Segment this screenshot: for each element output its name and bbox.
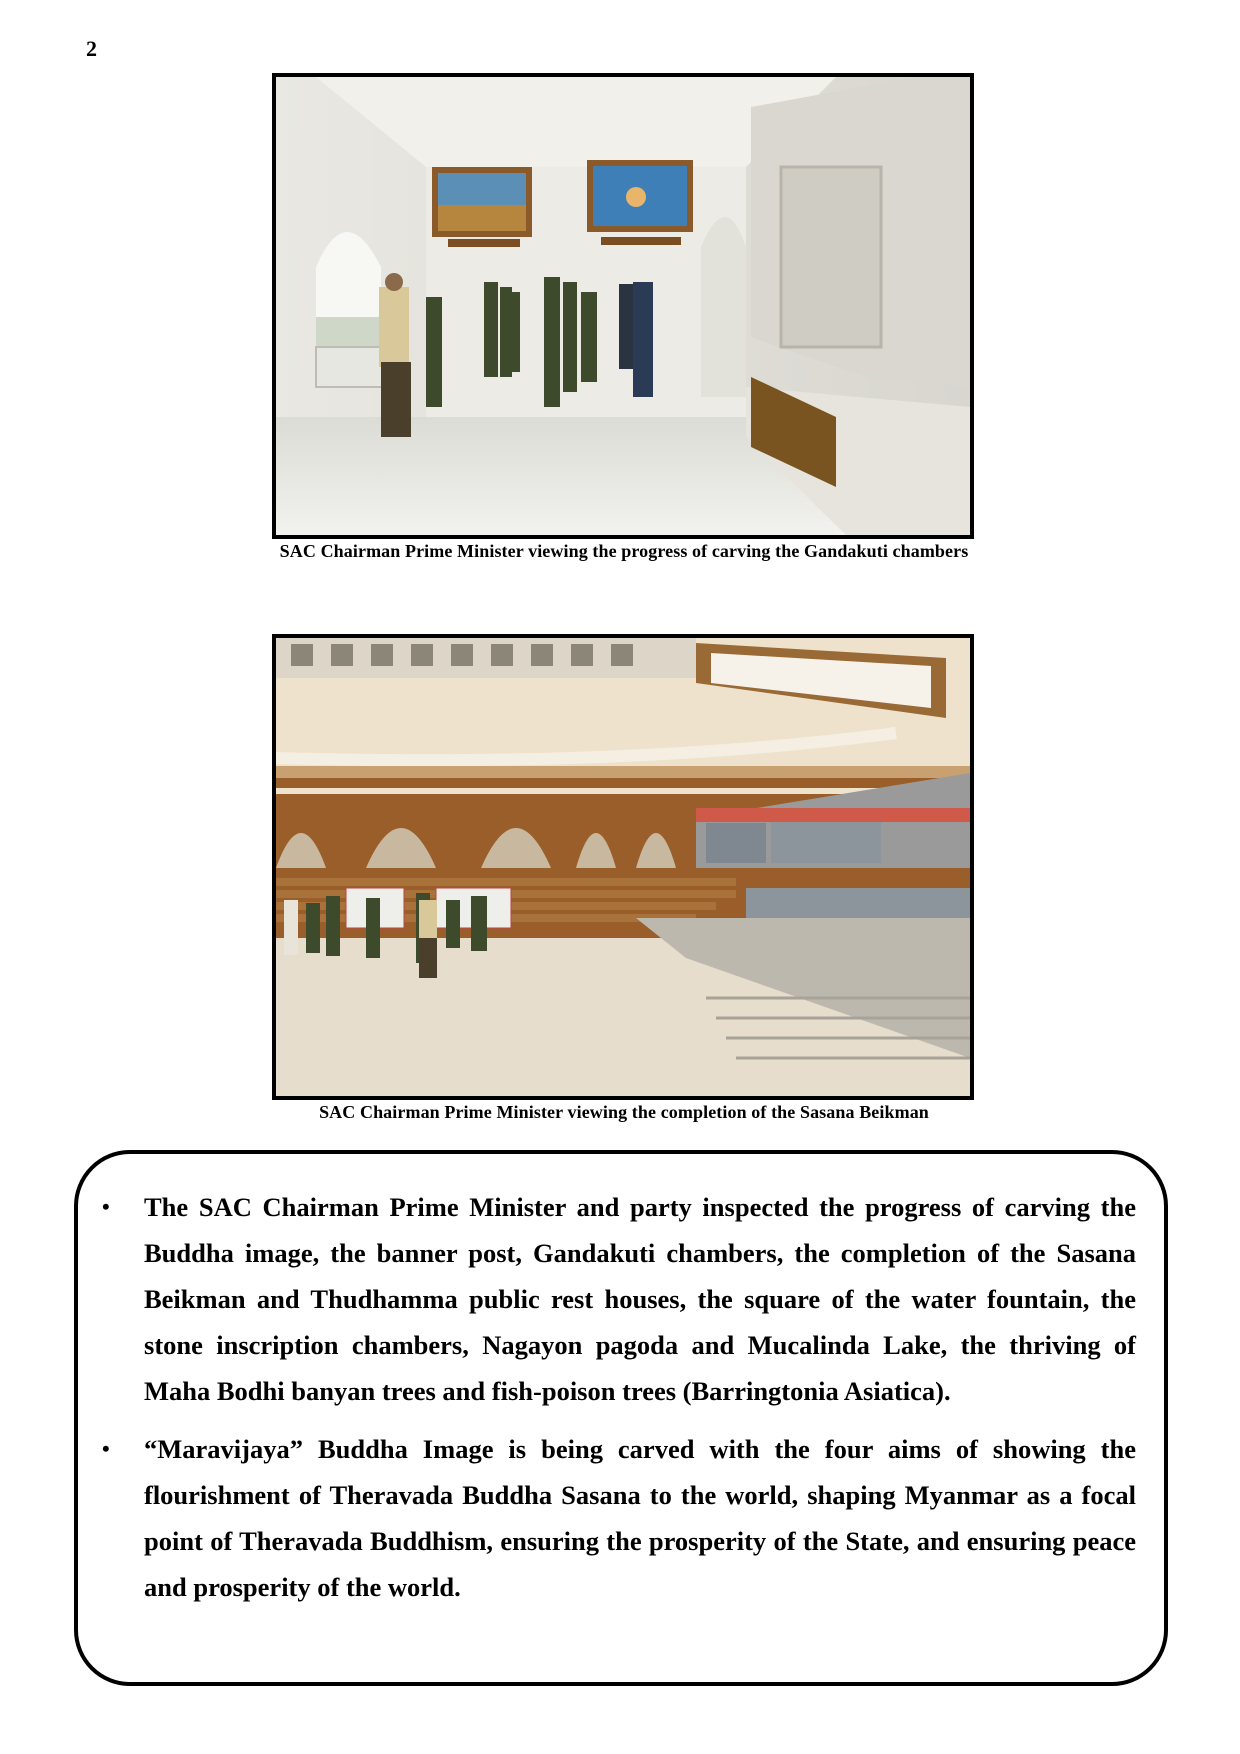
bullet-item	[102, 1426, 1136, 1610]
bullet-icon: •	[102, 1436, 110, 1461]
bullet-list	[102, 1184, 1136, 1622]
summary-box	[74, 1150, 1168, 1686]
bullet-item	[102, 1184, 1136, 1414]
bullet-text: The SAC Chairman Prime Minister and party inspected the progress of carving the Buddha image, the banner post, Gandakuti chambers, the completion of the Sasana Beikman and Thudhamma public rest houses, the square of the water fountain, the stone inscription chambers, Nagayon pagoda and Mucalinda Lake, the thriving of Maha Bodhi banyan trees and fish-poison trees (Barringtonia Asiatica).	[144, 1192, 1136, 1406]
photo-caption: SAC Chairman Prime Minister viewing the progress of carving the Gandakuti chambers	[279, 541, 969, 561]
photo-gandakuti-image	[276, 77, 970, 535]
photo-caption: SAC Chairman Prime Minister viewing the completion of the Sasana Beikman	[319, 1102, 929, 1122]
bullet-text: “Maravijaya” Buddha Image is being carved with the four aims of showing the flourishment of Theravada Buddha Sasana to the world, shaping Myanmar as a focal point of Theravada Buddhism, ensuring the prosperity of the State, and ensuring peace and prosperity of the world.	[144, 1434, 1136, 1602]
bullet-icon: •	[102, 1194, 110, 1219]
photo-gandakuti-chambers	[272, 73, 974, 539]
photo-sasana-beikman	[272, 634, 974, 1100]
photo-sasana-beikman-image	[276, 638, 970, 1096]
page-number: 2	[86, 36, 97, 61]
